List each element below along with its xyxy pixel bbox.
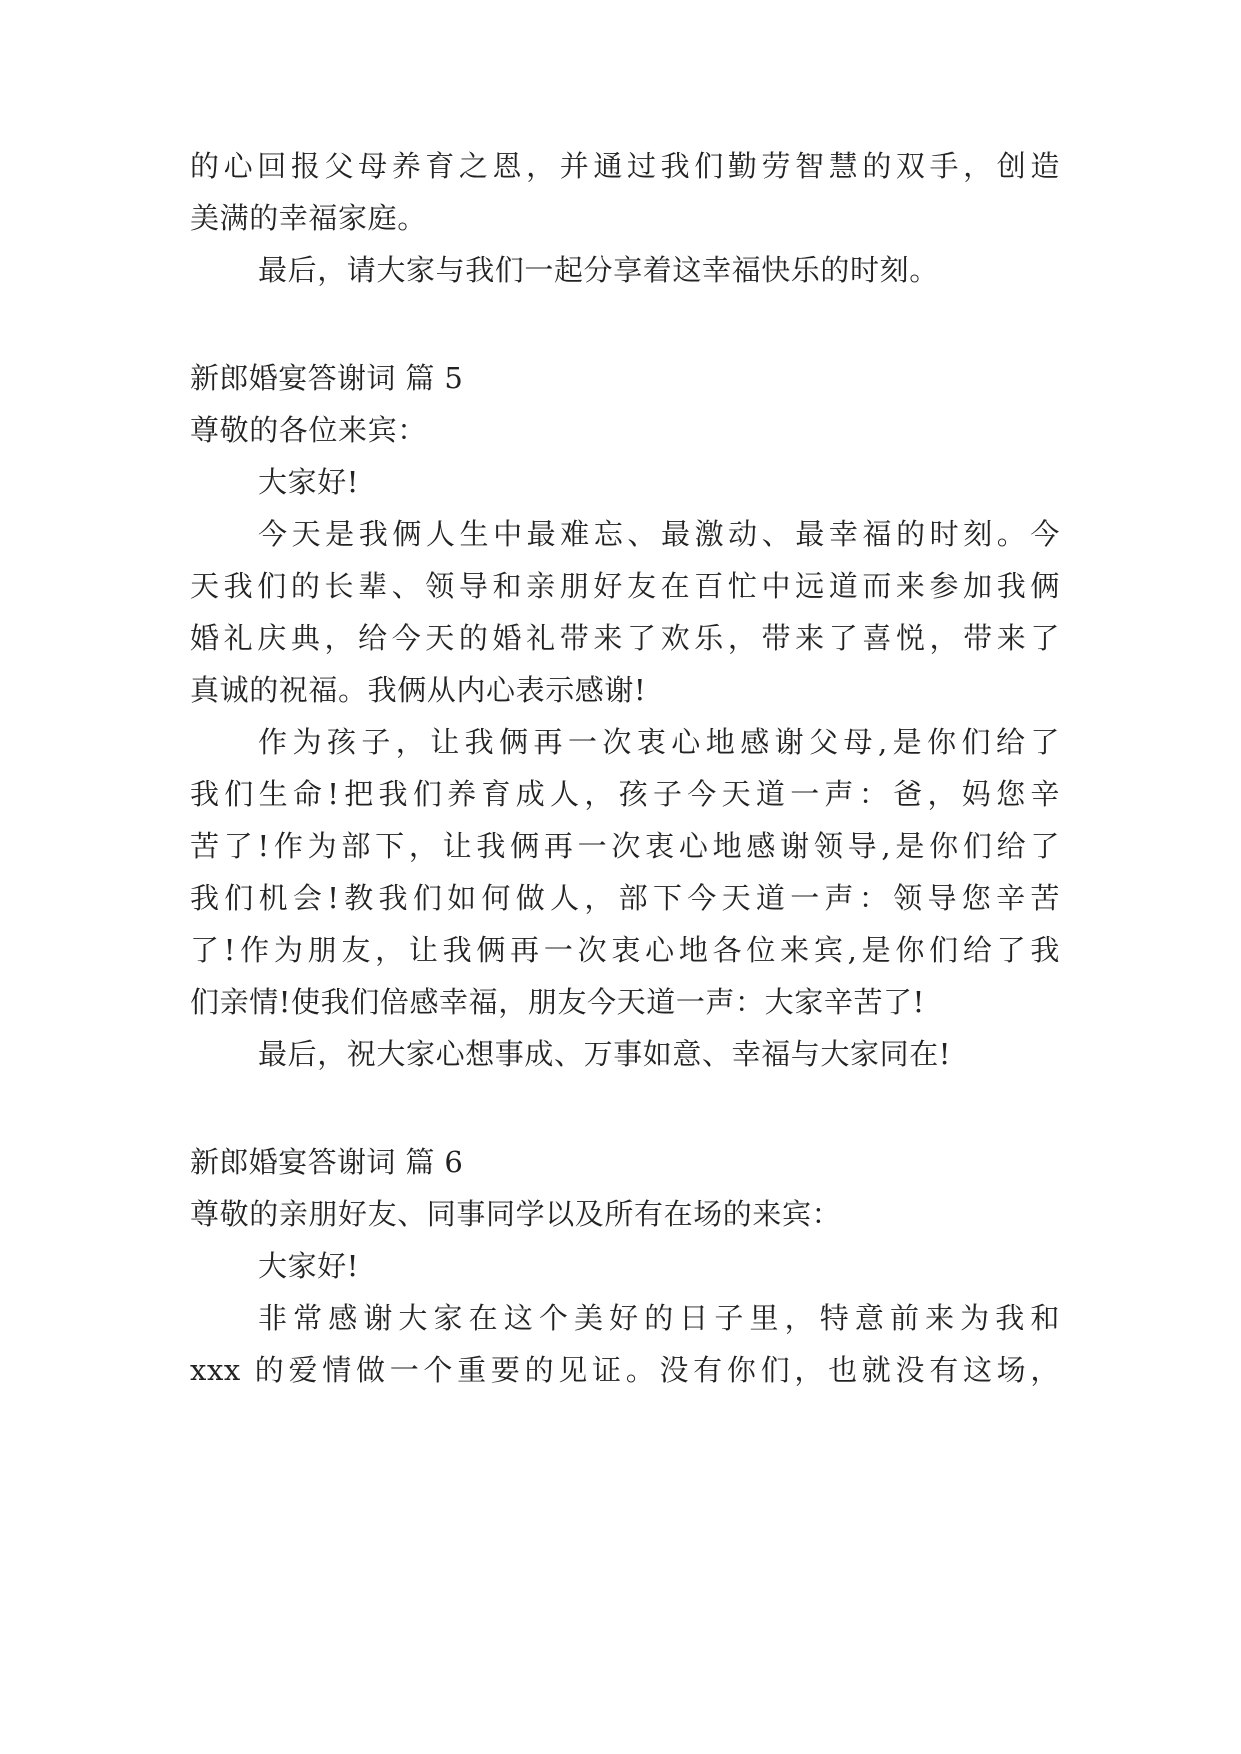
paragraph-line: 的心回报父母养育之恩，并通过我们勤劳智慧的双手，创造 [190,149,1060,183]
paragraph-line: xxx 的爱情做一个重要的见证。没有你们，也就没有这场， [190,1353,1060,1387]
section-title: 新郎婚宴答谢词 篇 5 [190,361,464,395]
paragraph-line: 了!作为朋友，让我俩再一次衷心地各位来宾,是你们给了我 [190,933,1060,967]
greeting: 大家好! [258,1249,360,1283]
paragraph-line: 今天是我俩人生中最难忘、最激动、最幸福的时刻。今 [258,517,1060,551]
paragraph-line: 天我们的长辈、领导和亲朋好友在百忙中远道而来参加我俩 [190,569,1060,603]
salutation: 尊敬的各位来宾： [190,413,427,447]
paragraph-line: 非常感谢大家在这个美好的日子里，特意前来为我和 [258,1301,1060,1335]
paragraph-line: 婚礼庆典，给今天的婚礼带来了欢乐，带来了喜悦，带来了 [190,621,1060,655]
paragraph-line: 我们生命!把我们养育成人，孩子今天道一声：爸，妈您辛 [190,777,1060,811]
paragraph-line: 们亲情!使我们倍感幸福，朋友今天道一声：大家辛苦了! [190,985,925,1019]
paragraph-line: 我们机会!教我们如何做人，部下今天道一声：领导您辛苦 [190,881,1060,915]
greeting: 大家好! [258,465,360,499]
paragraph-line: 美满的幸福家庭。 [190,201,427,235]
paragraph-line: 作为孩子，让我俩再一次衷心地感谢父母,是你们给了 [258,725,1060,759]
salutation: 尊敬的亲朋好友、同事同学以及所有在场的来宾： [190,1197,842,1231]
paragraph-line: 真诚的祝福。我俩从内心表示感谢! [190,673,647,707]
paragraph-line: 苦了!作为部下，让我俩再一次衷心地感谢领导,是你们给了 [190,829,1060,863]
section-title: 新郎婚宴答谢词 篇 6 [190,1145,464,1179]
paragraph-line: 最后，请大家与我们一起分享着这幸福快乐的时刻。 [258,253,939,287]
paragraph-line: 最后，祝大家心想事成、万事如意、幸福与大家同在! [258,1037,952,1071]
